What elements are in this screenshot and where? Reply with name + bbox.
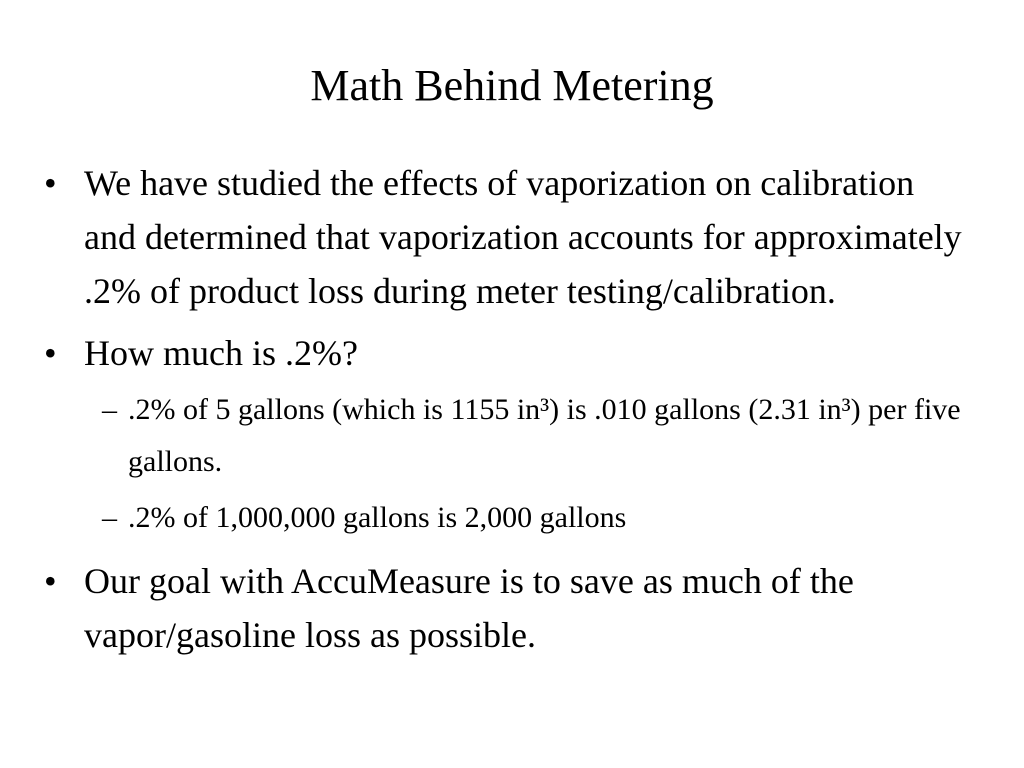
sub-bullet-text: .2% of 1,000,000 gallons is 2,000 gallons bbox=[128, 501, 627, 534]
bullet-marker: • bbox=[44, 333, 57, 373]
slide-title: Math Behind Metering bbox=[310, 61, 714, 110]
bullet-marker: • bbox=[44, 561, 57, 601]
bullet-marker: • bbox=[44, 163, 57, 203]
sub-bullet-marker: – bbox=[102, 501, 117, 534]
sub-bullet-marker: – bbox=[102, 393, 117, 426]
bullet-item bbox=[44, 156, 964, 318]
bullet-list bbox=[0, 156, 1024, 668]
bullet-item bbox=[44, 554, 964, 662]
bullet-item bbox=[44, 326, 964, 380]
bullet-text: Our goal with AccuMeasure is to save as much of the vapor/gasoline loss as possible. bbox=[84, 561, 854, 655]
sub-bullet-item bbox=[102, 384, 968, 488]
bullet-text: How much is .2%? bbox=[84, 333, 358, 373]
bullet-text: We have studied the effects of vaporization on calibration and determined that vaporization accounts for approximately .2% of product loss during meter testing/calibration. bbox=[84, 163, 962, 311]
sub-bullet-item bbox=[102, 492, 968, 544]
sub-bullet-text: .2% of 5 gallons (which is 1155 in³) is .010 gallons (2.31 in³) per five gallons. bbox=[128, 393, 961, 478]
